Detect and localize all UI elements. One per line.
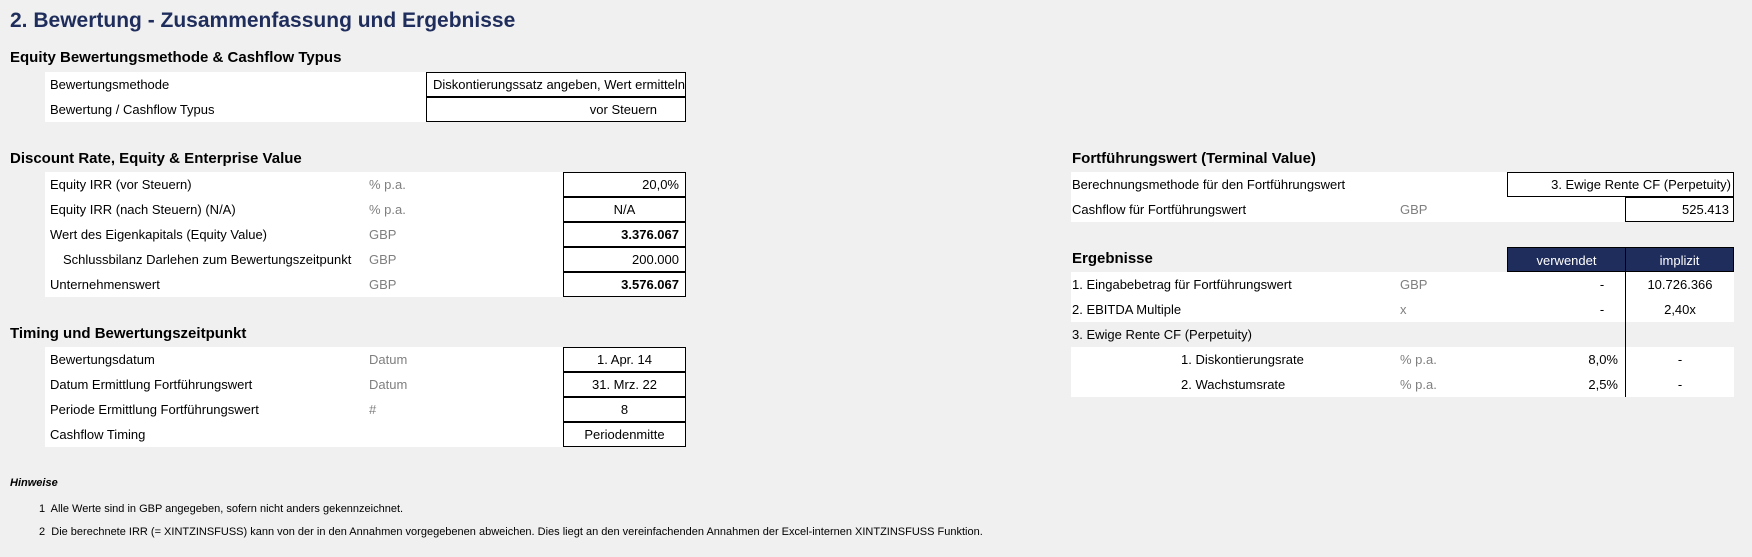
row-label: Equity IRR (nach Steuern) (N/A) [50, 202, 236, 217]
results-section-heading: Ergebnisse [1072, 250, 1153, 267]
row-unit: Datum [369, 352, 408, 367]
row-label: Cashflow für Fortführungswert [1072, 202, 1247, 217]
results-row-wachstumsrate [1071, 372, 1734, 397]
note-number: 1 [39, 503, 46, 515]
row-label: Bewertung / Cashflow Typus [50, 102, 215, 117]
note-number: 2 [39, 526, 46, 538]
notes-heading: Hinweise [10, 477, 58, 489]
row-cashflow-fortfuehrungswert [1071, 197, 1734, 222]
row-label: Bewertungsmethode [50, 77, 170, 92]
implied-value: - [1677, 377, 1683, 392]
note-item [39, 526, 983, 538]
results-row-diskontierungsrate [1071, 347, 1734, 372]
row-label: Datum Ermittlung Fortführungswert [50, 377, 253, 392]
row-equity-irr-vor [45, 172, 685, 197]
cashflow-timing-select[interactable]: Periodenmitte [563, 422, 686, 447]
results-row-eingabebetrag [1071, 272, 1734, 297]
cashflow-typus-select[interactable]: vor Steuern [426, 97, 686, 122]
col-header-implizit: implizit [1625, 247, 1734, 272]
row-unit: GBP [369, 227, 397, 242]
implied-value: 2,40x [1664, 302, 1696, 317]
bewertungsmethode-select[interactable]: Diskontierungssatz angeben, Wert ermitteln [426, 72, 686, 97]
row-label: 1. Diskontierungsrate [1181, 352, 1304, 367]
row-unternehmenswert [45, 272, 685, 297]
unternehmenswert-output: 3.576.067 [563, 272, 686, 297]
row-schlussbilanz [45, 247, 685, 272]
equity-irr-nach-value: N/A [563, 197, 686, 222]
row-label: Equity IRR (vor Steuern) [50, 177, 192, 192]
bewertungsdatum-input[interactable]: 1. Apr. 14 [563, 347, 686, 372]
implied-value: 10.726.366 [1647, 277, 1713, 292]
schlussbilanz-output: 200.000 [563, 247, 686, 272]
periode-value: 8 [563, 397, 686, 422]
row-equity-value [45, 222, 685, 247]
results-column-divider [1625, 272, 1626, 397]
row-unit: Datum [369, 377, 408, 392]
row-unit: % p.a. [1400, 377, 1437, 392]
row-label: Periode Ermittlung Fortführungswert [50, 402, 259, 417]
row-bewertungsmethode [45, 72, 685, 97]
row-label: Schlussbilanz Darlehen zum Bewertungszeitpunkt [63, 252, 352, 267]
row-unit: % p.a. [369, 177, 406, 192]
row-label: 3. Ewige Rente CF (Perpetuity) [1072, 327, 1252, 342]
page-title: 2. Bewertung - Zusammenfassung und Ergebnisse [10, 9, 516, 32]
row-equity-irr-nach [45, 197, 685, 222]
row-periode [45, 397, 685, 422]
row-unit: GBP [1400, 277, 1428, 292]
implied-value: - [1677, 352, 1683, 367]
note-text: Alle Werte sind in GBP angegeben, sofern nicht anders gekennzeichnet. [50, 503, 404, 515]
used-value: 8,0% [1588, 352, 1618, 367]
datum-fortfuehrungswert-value: 31. Mrz. 22 [563, 372, 686, 397]
row-datum-fortfuehrungswert [45, 372, 685, 397]
row-label: 2. Wachstumsrate [1181, 377, 1286, 392]
note-text: Die berechnete IRR (= XINTZINSFUSS) kann von der in den Annahmen vorgegebenen abweichen. Dies liegt an den vereinfachenden Annahmen der Excel-internen XINTZINSFUSS Funktion. [51, 526, 983, 538]
row-unit: GBP [369, 252, 397, 267]
col-header-verwendet: verwendet [1507, 247, 1626, 272]
row-unit: % p.a. [369, 202, 406, 217]
results-row-ebitda-multiple [1071, 297, 1734, 322]
row-unit: x [1400, 302, 1407, 317]
used-value: - [1599, 277, 1605, 292]
row-cashflow-typus [45, 97, 685, 122]
equity-irr-vor-input[interactable]: 20,0% [563, 172, 686, 197]
cashflow-fortfuehrungswert-output: 525.413 [1625, 197, 1734, 222]
row-label: Unternehmenswert [50, 277, 160, 292]
row-unit: GBP [369, 277, 397, 292]
note-item [39, 503, 403, 515]
results-row-ewige-rente [1071, 322, 1734, 347]
equity-value-output: 3.376.067 [563, 222, 686, 247]
row-label: 2. EBITDA Multiple [1072, 302, 1182, 317]
row-unit: # [369, 402, 377, 417]
row-cashflow-timing [45, 422, 685, 447]
used-value: - [1599, 302, 1605, 317]
row-unit: GBP [1400, 202, 1428, 217]
timing-section-heading: Timing und Bewertungszeitpunkt [10, 325, 247, 342]
row-label: Berechnungsmethode für den Fortführungswert [1072, 177, 1346, 192]
row-berechnungsmethode [1071, 172, 1734, 197]
used-value: 2,5% [1588, 377, 1618, 392]
terminal-section-heading: Fortführungswert (Terminal Value) [1072, 150, 1316, 167]
row-bewertungsdatum [45, 347, 685, 372]
row-label: Cashflow Timing [50, 427, 146, 442]
row-label: Wert des Eigenkapitals (Equity Value) [50, 227, 268, 242]
row-label: Bewertungsdatum [50, 352, 155, 367]
berechnungsmethode-select[interactable]: 3. Ewige Rente CF (Perpetuity) [1507, 172, 1734, 197]
equity-section-heading: Equity Bewertungsmethode & Cashflow Typus [10, 49, 342, 66]
discount-section-heading: Discount Rate, Equity & Enterprise Value [10, 150, 302, 167]
row-unit: % p.a. [1400, 352, 1437, 367]
row-label: 1. Eingabebetrag für Fortführungswert [1072, 277, 1292, 292]
